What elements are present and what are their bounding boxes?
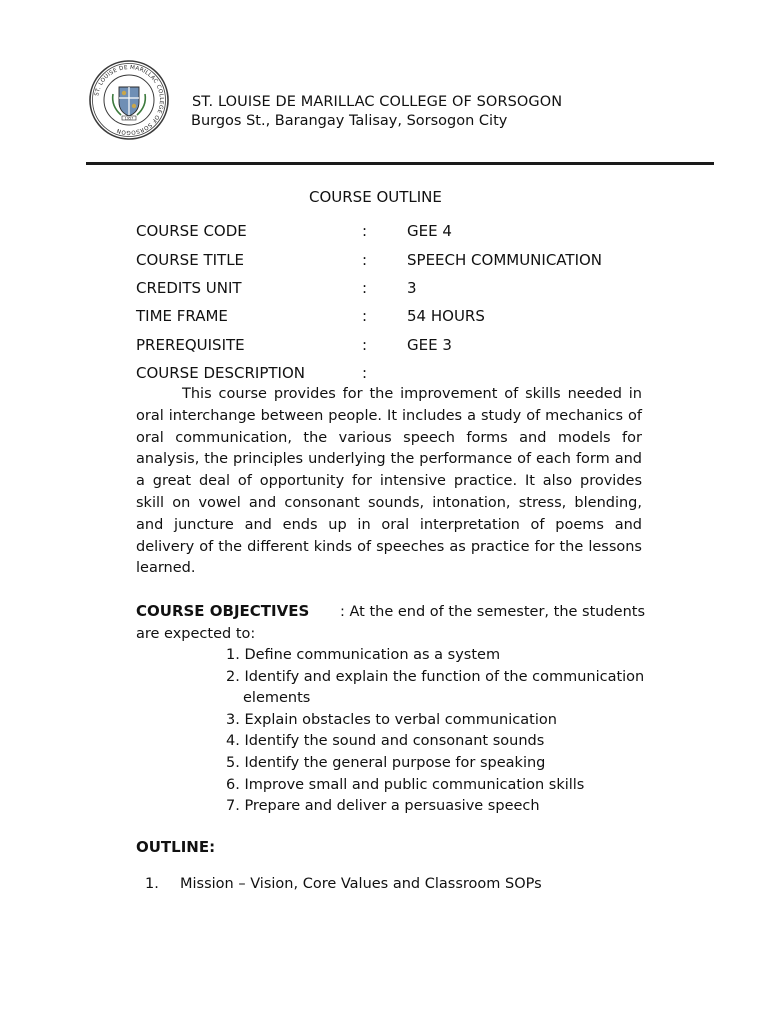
info-label: COURSE CODE bbox=[136, 222, 247, 240]
info-label: PREREQUISITE bbox=[136, 336, 245, 354]
objectives-intro: : At the end of the semester, the students are expected to: bbox=[136, 604, 646, 642]
objective-item: 6. Improve small and public communication skills bbox=[226, 776, 585, 793]
college-name: ST. LOUISE DE MARILLAC COLLEGE OF SORSOGON bbox=[192, 94, 563, 110]
document-title: COURSE OUTLINE bbox=[309, 188, 442, 206]
outline-item-text: Mission – Vision, Core Values and Classroom SOPs bbox=[180, 876, 542, 892]
info-row-prerequisite bbox=[136, 336, 696, 358]
course-description-colon: : bbox=[362, 364, 368, 382]
seal-year: 1957 bbox=[124, 116, 134, 121]
objectives-list bbox=[226, 645, 696, 818]
seal-ring-text: ST. LOUISE DE MARILLAC COLLEGE OF SORSOGON bbox=[94, 64, 165, 136]
objective-item: 4. Identify the sound and consonant sounds bbox=[226, 733, 545, 750]
outline-item-number: 1. bbox=[145, 876, 159, 892]
info-value: 3 bbox=[407, 279, 417, 297]
info-value: GEE 3 bbox=[407, 336, 452, 354]
objective-item: 2. Identify and explain the function of the communication elements bbox=[226, 668, 645, 707]
header-divider bbox=[86, 162, 714, 165]
info-row-course-title bbox=[136, 251, 696, 273]
college-seal-icon bbox=[89, 60, 169, 140]
college-address: Burgos St., Barangay Talisay, Sorsogon City bbox=[191, 113, 508, 129]
info-row-time-frame bbox=[136, 307, 696, 329]
course-description-label: COURSE DESCRIPTION bbox=[136, 364, 305, 382]
info-colon: : bbox=[362, 336, 368, 354]
info-colon: : bbox=[362, 222, 368, 240]
objective-item: 7. Prepare and deliver a persuasive speech bbox=[226, 798, 540, 815]
objective-item: 5. Identify the general purpose for speaking bbox=[226, 754, 546, 771]
info-row-credits-unit bbox=[136, 279, 696, 301]
objectives-label: COURSE OBJECTIVES bbox=[136, 602, 310, 620]
info-label: CREDITS UNIT bbox=[136, 279, 242, 297]
info-value: 54 HOURS bbox=[407, 307, 485, 325]
info-label: TIME FRAME bbox=[136, 307, 228, 325]
info-colon: : bbox=[362, 307, 368, 325]
info-label: COURSE TITLE bbox=[136, 251, 245, 269]
objective-item: 1. Define communication as a system bbox=[226, 647, 501, 663]
info-value: GEE 4 bbox=[407, 222, 452, 240]
course-description-text: This course provides for the improvement of skills needed in oral interchange between people. It includes a study of mechanics of oral communication, the various speech forms and models for analysis, the principles underlying the performance of each form and a great deal of opportunity for intensive practice. It also provides skill on vowel and consonant sounds, intonation, stress, blending, and juncture and ends up in oral interpretation of poems and delivery of the different kinds of speeches as practice for the lessons learned. bbox=[136, 386, 642, 577]
info-value: SPEECH COMMUNICATION bbox=[407, 251, 603, 269]
objective-item: 3. Explain obstacles to verbal communication bbox=[226, 711, 557, 728]
outline-label: OUTLINE: bbox=[136, 838, 216, 856]
info-colon: : bbox=[362, 279, 368, 297]
outline-item bbox=[145, 876, 542, 892]
info-row-course-code bbox=[136, 222, 696, 244]
info-colon: : bbox=[362, 251, 368, 269]
